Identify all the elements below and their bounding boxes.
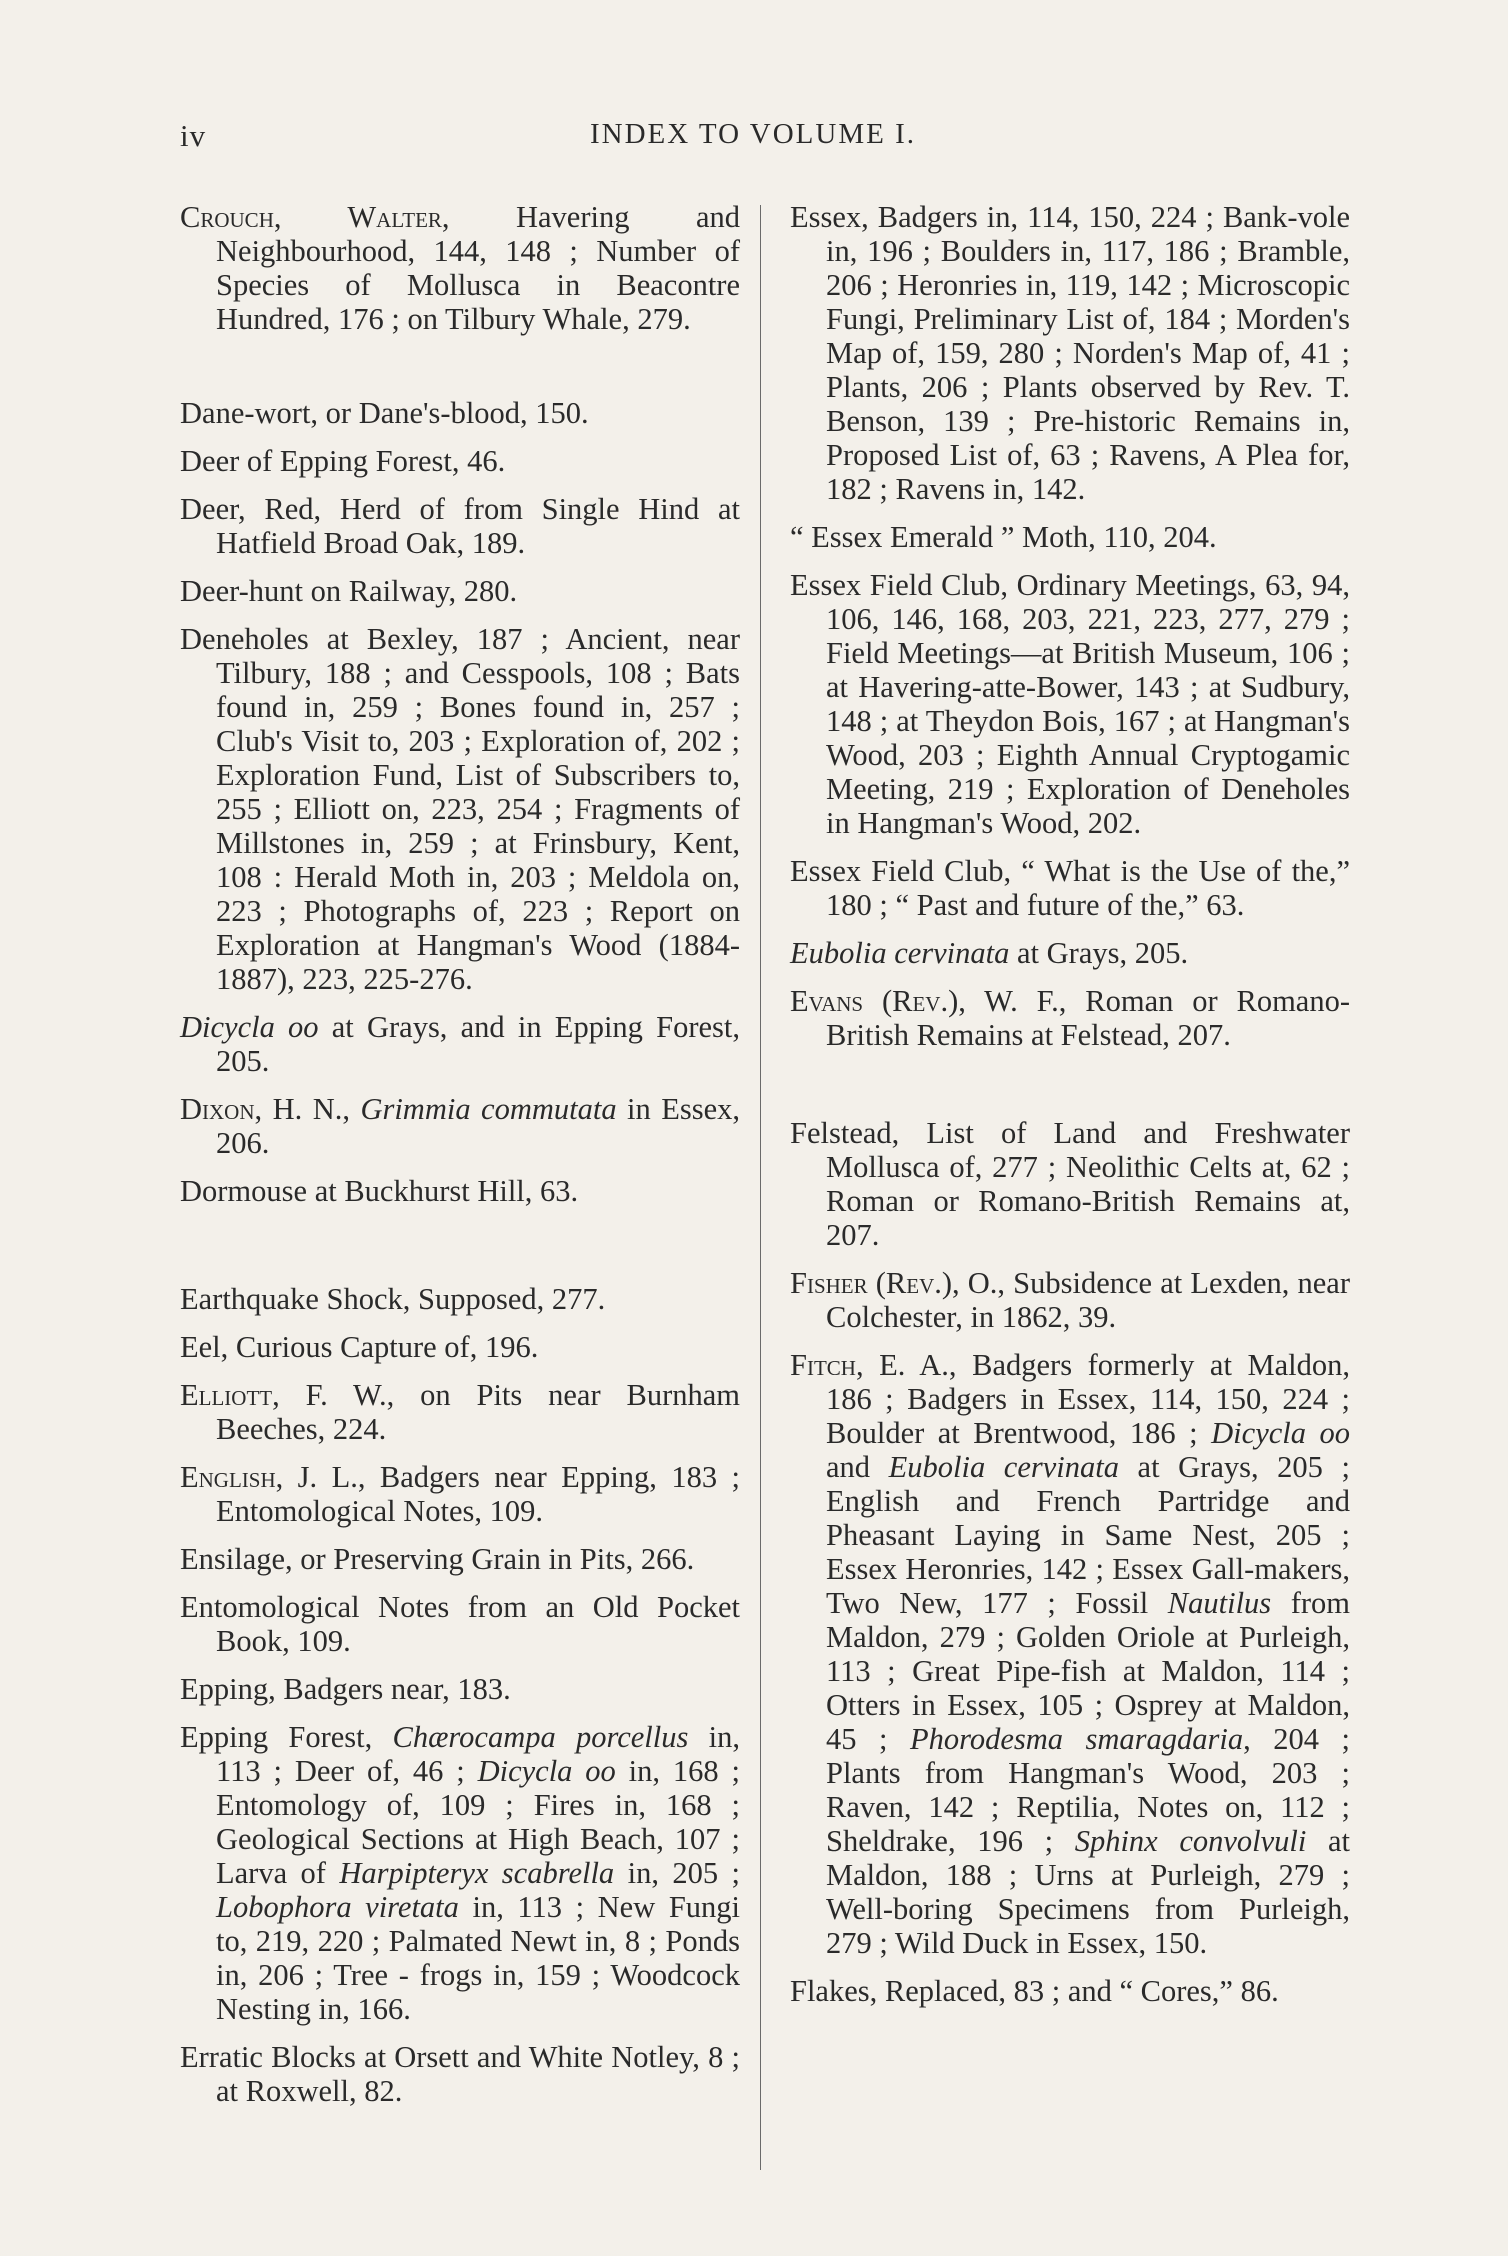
author-name: Elliott, F. W., — [180, 1378, 395, 1412]
entry-text: at Grays, and in Epping Forest, 205. — [216, 1010, 740, 1078]
entry-text: Badgers formerly at Maldon, 186 ; Badgers in Essex, 114, 150, 224 ; Boulder at Brentwood, 186 ; — [826, 1348, 1350, 1450]
author-name: Dixon, H. N., — [180, 1092, 350, 1126]
index-entry-essex: Essex, Badgers in, 114, 150, 224 ; Bank-vole in, 196 ; Boulders in, 117, 186 ; Bramble, 206 ; Heronries in, 119, 142 ; Microscopic Fungi, Preliminary List of, 184 ; Morden's Map of, 159, 280 ; Norden's Map of, 41 ; Plants, 206 ; Plants observed by Rev. T. Benson, 139 ; Pre-historic Remains in, Proposed List of, 63 ; Ravens, A Plea for, 182 ; Ravens in, 142. — [790, 200, 1350, 506]
index-entry-ensilage: Ensilage, or Preserving Grain in Pits, 266. — [180, 1542, 695, 1576]
species-name: Sphinx convolvuli — [1074, 1824, 1307, 1858]
entry-text: in Essex, 206. — [216, 1092, 740, 1160]
index-entry-deer-epping: Deer of Epping Forest, 46. — [180, 444, 506, 478]
entry-text: at Grays, 205. — [1009, 936, 1189, 970]
index-entry-dicycla — [180, 1010, 740, 1078]
index-entry-felstead: Felstead, List of Land and Freshwater Mollusca of, 277 ; Neolithic Celts at, 62 ; Roman or Romano-British Remains at, 207. — [790, 1116, 1350, 1252]
index-entry-eel: Eel, Curious Capture of, 196. — [180, 1330, 539, 1364]
species-name: Dicycla oo — [477, 1754, 616, 1788]
entry-text: in, 168 ; Entomology of, 109 ; Fires in, 168 ; Geological Sections at High Beach, 107 ; Larva of — [216, 1754, 741, 1890]
species-name: Grimmia commutata — [349, 1092, 617, 1126]
index-entry-english — [180, 1460, 740, 1528]
index-entry-crouch — [180, 200, 740, 336]
index-entry-eubolia — [790, 936, 1350, 970]
index-entry-earthquake: Earthquake Shock, Supposed, 277. — [180, 1282, 606, 1316]
entry-text: on Pits near Burnham Beeches, 224. — [216, 1378, 740, 1446]
entry-text: in, 205 ; — [614, 1856, 740, 1890]
index-entry-deer-hunt: Deer-hunt on Railway, 280. — [180, 574, 518, 608]
index-entry-efc-meetings: Essex Field Club, Ordinary Meetings, 63, 94, 106, 146, 168, 203, 221, 223, 277, 279 ; Field Meetings—at British Museum, 106 ; at Havering-atte-Bower, 143 ; at Sudbury, 148 ; at Theydon Bois, 167 ; at Hangman's Wood, 203 ; Eighth Annual Cryptogamic Meeting, 219 ; Exploration of Deneholes in Hangman's Wood, 202. — [790, 568, 1350, 840]
species-name: Eubolia cervinata — [888, 1450, 1119, 1484]
author-name: Fisher (Rev.), O., — [790, 1266, 1006, 1300]
index-entry-dormouse: Dormouse at Buckhurst Hill, 63. — [180, 1174, 579, 1208]
species-name: Nautilus — [1167, 1586, 1272, 1620]
index-entry-elliott — [180, 1378, 740, 1446]
species-name: Dicycla oo — [180, 1010, 319, 1044]
author-name: English, J. L., — [180, 1460, 366, 1494]
entry-text: , 204 ; Plants from Hangman's Wood, 203 ; Raven, 142 ; Reptilia, Notes on, 112 ; Sheldrake, 196 ; — [826, 1722, 1350, 1858]
index-entry-epping-forest — [180, 1720, 740, 2026]
index-column-left — [180, 200, 740, 2122]
index-entry-flakes: Flakes, Replaced, 83 ; and “ Cores,” 86. — [790, 1974, 1279, 2008]
entry-text: in, 113 ; Deer of, 46 ; — [216, 1720, 740, 1788]
page-header — [180, 118, 1380, 158]
species-name: Dicycla oo — [1211, 1416, 1350, 1450]
species-name: Lobophora viretata — [216, 1890, 459, 1924]
entry-text: from Maldon, 279 ; Golden Oriole at Purleigh, 113 ; Great Pipe-fish at Maldon, 114 ; Otters in Essex, 105 ; Osprey at Maldon, 45 ; — [826, 1586, 1350, 1756]
index-entry-fitch — [790, 1348, 1350, 1960]
index-entry-epping-badgers: Epping, Badgers near, 183. — [180, 1672, 511, 1706]
running-title: INDEX TO VOLUME I. — [590, 118, 916, 150]
species-name: Eubolia cervinata — [790, 936, 1010, 970]
species-name: Harpipteryx scabrella — [339, 1856, 615, 1890]
index-entry-essex-emerald: “ Essex Emerald ” Moth, 110, 204. — [790, 520, 1217, 554]
page-number: iv — [180, 118, 207, 153]
entry-text: Subsidence at Lexden, near Colchester, in 1862, 39. — [826, 1266, 1350, 1334]
index-entry-deneholes: Deneholes at Bexley, 187 ; Ancient, near Tilbury, 188 ; and Cesspools, 108 ; Bats found in, 259 ; Bones found in, 257 ; Club's Visit to, 203 ; Exploration of, 202 ; Exploration Fund, List of Subscribers to, 255 ; Elliott on, 223, 254 ; Fragments of Millstones in, 259 ; at Frinsbury, Kent, 108 : Herald Moth in, 203 ; Meldola on, 223 ; Photographs of, 223 ; Report on Exploration at Hangman's Wood (1884-1887), 223, 225-276. — [180, 622, 740, 996]
column-divider — [760, 205, 761, 2170]
author-name: Crouch, Walter, — [180, 200, 450, 234]
index-entry-dane-wort: Dane-wort, or Dane's-blood, 150. — [180, 396, 589, 430]
entry-text: at Grays, 205 ; English and French Partridge and Pheasant Laying in Same Nest, 205 ; Essex Heronries, 142 ; Essex Gall-makers, Two New, 177 ; Fossil — [826, 1450, 1350, 1620]
index-entry-fisher — [790, 1266, 1350, 1334]
entry-text: Badgers near Epping, 183 ; Entomological Notes, 109. — [216, 1460, 740, 1528]
entry-text: Havering and Neighbourhood, 144, 148 ; Number of Species of Mollusca in Beacontre Hundred, 176 ; on Tilbury Whale, 279. — [216, 200, 740, 336]
index-entry-efc-use: Essex Field Club, “ What is the Use of the,” 180 ; “ Past and future of the,” 63. — [790, 854, 1350, 922]
entry-text: Roman or Romano-British Remains at Felstead, 207. — [826, 984, 1350, 1052]
author-name: Evans (Rev.), W. F., — [790, 984, 1067, 1018]
index-entry-deer-red: Deer, Red, Herd of from Single Hind at Hatfield Broad Oak, 189. — [180, 492, 740, 560]
index-entry-dixon — [180, 1092, 740, 1160]
index-entry-evans — [790, 984, 1350, 1052]
species-name: Chærocampa porcellus — [392, 1720, 689, 1754]
index-entry-entomological: Entomological Notes from an Old Pocket Book, 109. — [180, 1590, 740, 1658]
species-name: Phorodesma smaragdaria — [909, 1722, 1244, 1756]
entry-text: in, 113 ; New Fungi to, 219, 220 ; Palmated Newt in, 8 ; Ponds in, 206 ; Tree - frogs in, 159 ; Woodcock Nesting in, 166. — [216, 1890, 741, 2026]
entry-text: Epping Forest, — [180, 1720, 393, 1754]
author-name: Fitch, E. A., — [790, 1348, 957, 1382]
index-entry-erratic: Erratic Blocks at Orsett and White Notley, 8 ; at Roxwell, 82. — [180, 2040, 740, 2108]
entry-text: and — [826, 1450, 889, 1484]
entry-text: at Maldon, 188 ; Urns at Purleigh, 279 ; Well-boring Specimens from Purleigh, 279 ; Wild Duck in Essex, 150. — [826, 1824, 1350, 1960]
index-column-right — [790, 200, 1350, 2022]
